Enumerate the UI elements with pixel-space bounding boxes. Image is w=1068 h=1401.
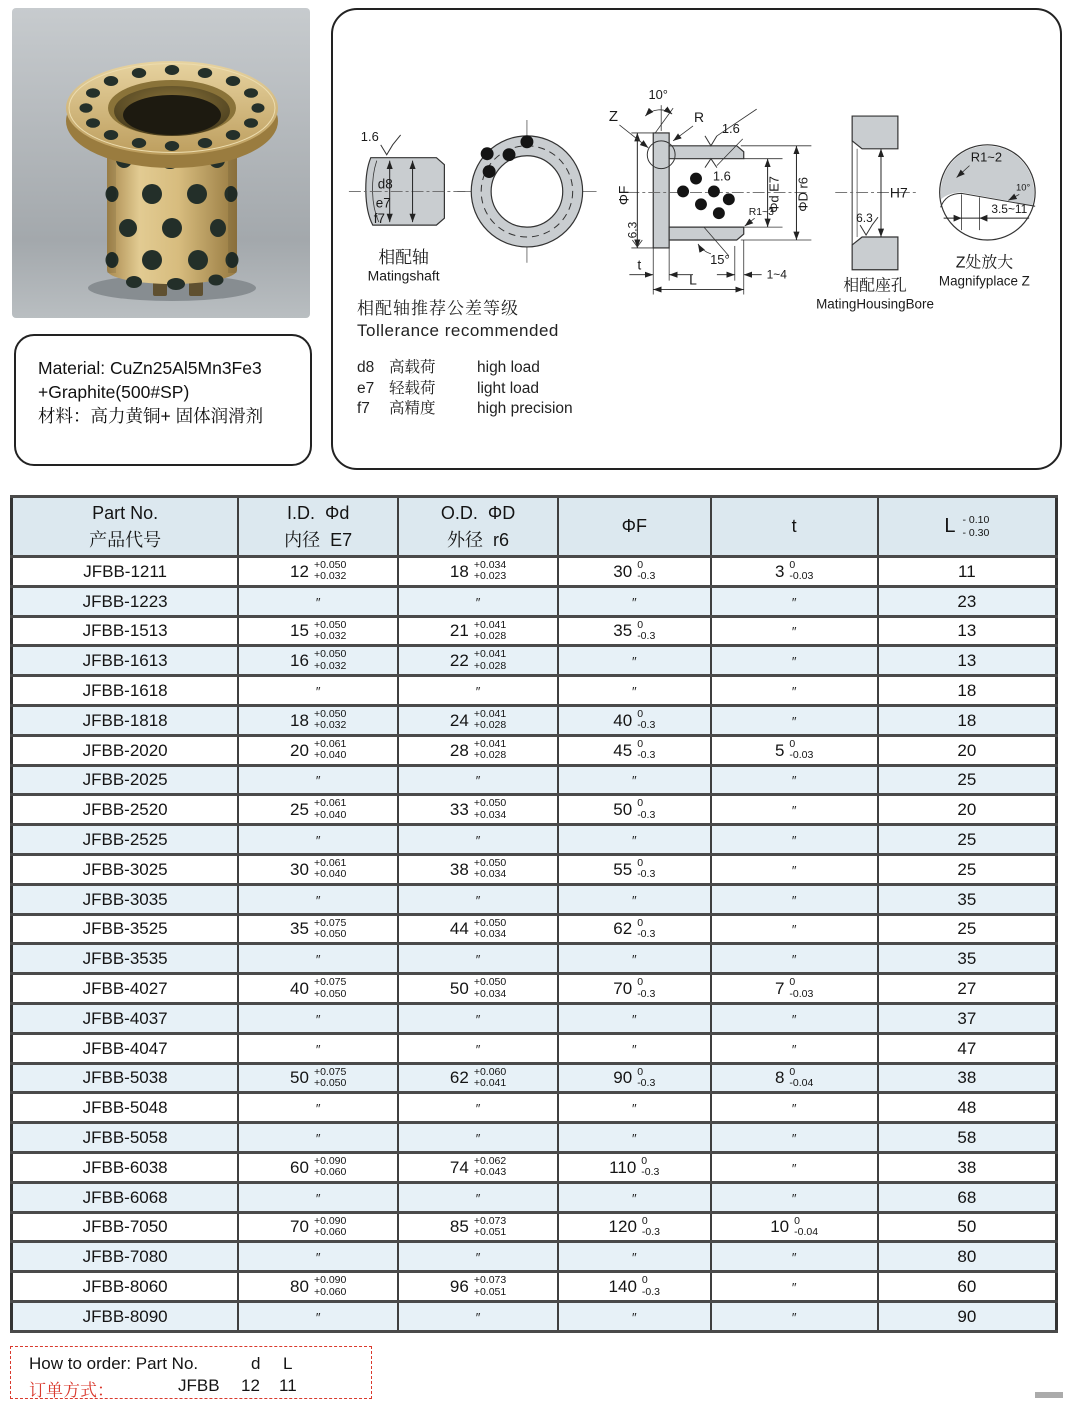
cell-f: 55 0 -0.3 — [558, 854, 711, 884]
cell-l: 18 — [878, 705, 1057, 735]
col-header-t: t — [711, 497, 878, 557]
table-row — [12, 735, 1057, 765]
cell-part-no: JFBB-4027 — [12, 974, 239, 1004]
cell-l: 80 — [878, 1242, 1057, 1272]
grade: f7 — [357, 400, 370, 417]
dim-l: L — [689, 271, 697, 288]
cell-f: 62 0 -0.3 — [558, 914, 711, 944]
cell-part-no: JFBB-2020 — [12, 735, 239, 765]
tolerance-note — [357, 298, 573, 420]
cell-l: 90 — [878, 1301, 1057, 1331]
cell-t: ″ — [711, 825, 878, 855]
cell-t: 10 0 -0.04 — [711, 1212, 878, 1242]
shaft-grade-f7: f7 — [373, 211, 385, 227]
cell-l: 20 — [878, 795, 1057, 825]
table-row — [12, 1272, 1057, 1302]
table-row — [12, 914, 1057, 944]
cell-f: 70 0 -0.3 — [558, 974, 711, 1004]
cell-l: 48 — [878, 1093, 1057, 1123]
bushing-cross-section — [609, 87, 811, 294]
cell-id: ″ — [238, 884, 398, 914]
cell-od: ″ — [398, 944, 558, 974]
table-row — [12, 1242, 1057, 1272]
cell-f: 110 0 -0.3 — [558, 1152, 711, 1182]
order-line2-label-cn: 订单方式： — [29, 1381, 114, 1400]
material-line-3: 材料：高力黄铜+ 固体润滑剂 — [38, 406, 264, 427]
cell-t: ″ — [711, 1033, 878, 1063]
detail-z-label: Z — [608, 109, 619, 126]
table-row — [12, 854, 1057, 884]
housing-caption-en: MatingHousingBore — [816, 296, 934, 312]
col-header-f: ΦF — [558, 497, 711, 557]
table-row — [12, 676, 1057, 706]
cell-part-no: JFBB-1613 — [12, 646, 239, 676]
cell-part-no: JFBB-1618 — [12, 676, 239, 706]
cell-l: 25 — [878, 825, 1057, 855]
table-row — [12, 765, 1057, 795]
cell-f: ″ — [558, 646, 711, 676]
cell-od: 62 +0.060 +0.041 — [398, 1063, 558, 1093]
cell-part-no: JFBB-5048 — [12, 1093, 239, 1123]
table-row — [12, 1003, 1057, 1033]
table-row — [12, 646, 1057, 676]
cell-od: ″ — [398, 1301, 558, 1331]
shaft-grade-e7: e7 — [375, 195, 391, 211]
cell-id: 15 +0.050 +0.032 — [238, 616, 398, 646]
table-row — [12, 1063, 1057, 1093]
finish-1-6-outer: 1.6 — [721, 120, 740, 136]
tolerance-items — [357, 358, 573, 420]
mating-housing-bore-figure — [816, 116, 934, 311]
cell-id: 70 +0.090 +0.060 — [238, 1212, 398, 1242]
cell-od: 18 +0.034 +0.023 — [398, 557, 558, 587]
table-row — [12, 705, 1057, 735]
cell-f: ″ — [558, 944, 711, 974]
cell-l: 27 — [878, 974, 1057, 1004]
cell-t: ″ — [711, 1242, 878, 1272]
cell-id: 30 +0.061 +0.040 — [238, 854, 398, 884]
cell-l: 25 — [878, 765, 1057, 795]
grade-en: high precision — [477, 400, 573, 417]
cell-part-no: JFBB-5058 — [12, 1123, 239, 1153]
cell-l: 68 — [878, 1182, 1057, 1212]
bushing-photo-illustration — [12, 8, 310, 318]
angle-10-magnify: 10° — [1016, 181, 1031, 193]
cell-id: ″ — [238, 1242, 398, 1272]
cell-f: 40 0 -0.3 — [558, 705, 711, 735]
cell-part-no: JFBB-2520 — [12, 795, 239, 825]
table-row — [12, 557, 1057, 587]
spec-table-body — [12, 557, 1057, 1332]
cell-od: 24 +0.041 +0.028 — [398, 705, 558, 735]
cell-id: ″ — [238, 1093, 398, 1123]
cell-f: ″ — [558, 884, 711, 914]
cell-t: ″ — [711, 586, 878, 616]
cell-od: ″ — [398, 1242, 558, 1272]
cell-l: 50 — [878, 1212, 1057, 1242]
cell-t: ″ — [711, 1003, 878, 1033]
cell-f: 90 0 -0.3 — [558, 1063, 711, 1093]
cell-part-no: JFBB-1818 — [12, 705, 239, 735]
table-row — [12, 1093, 1057, 1123]
cell-t: ″ — [711, 676, 878, 706]
dim-phi-f: ΦF — [615, 185, 632, 206]
cell-id: 16 +0.050 +0.032 — [238, 646, 398, 676]
spec-table — [10, 495, 1058, 1333]
order-value-l: 11 — [279, 1376, 297, 1395]
finish-6-3-label: 6.3 — [625, 221, 640, 239]
cell-l: 23 — [878, 586, 1057, 616]
table-row — [12, 825, 1057, 855]
order-box — [10, 1346, 372, 1399]
cell-t: ″ — [711, 705, 878, 735]
cell-f: ″ — [558, 1123, 711, 1153]
bushing-front-view — [457, 120, 596, 263]
cell-f: ″ — [558, 1182, 711, 1212]
technical-drawing-panel — [331, 8, 1062, 470]
cell-l: 13 — [878, 616, 1057, 646]
cell-part-no: JFBB-8060 — [12, 1272, 239, 1302]
cell-od: 38 +0.050 +0.034 — [398, 854, 558, 884]
cell-part-no: JFBB-8090 — [12, 1301, 239, 1331]
table-row — [12, 1033, 1057, 1063]
shaft-caption-cn: 相配轴 — [378, 247, 429, 267]
cell-od: 85 +0.073 +0.051 — [398, 1212, 558, 1242]
dim-r1-3: R1~3 — [748, 207, 774, 219]
cell-od: 33 +0.050 +0.034 — [398, 795, 558, 825]
cell-part-no: JFBB-5038 — [12, 1063, 239, 1093]
cell-t: ″ — [711, 884, 878, 914]
cell-t: ″ — [711, 646, 878, 676]
cell-part-no: JFBB-2025 — [12, 765, 239, 795]
order-line1-label: How to order: Part No. — [29, 1354, 199, 1373]
order-series: JFBB — [178, 1376, 220, 1395]
shaft-grade-d8: d8 — [377, 176, 393, 192]
cell-od: ″ — [398, 825, 558, 855]
cell-t: ″ — [711, 1152, 878, 1182]
cell-l: 47 — [878, 1033, 1057, 1063]
mating-shaft-figure — [349, 129, 466, 284]
radius-r-label: R — [693, 109, 705, 126]
cell-f: ″ — [558, 676, 711, 706]
dim-t: t — [637, 256, 642, 273]
cell-od: 22 +0.041 +0.028 — [398, 646, 558, 676]
cell-od: 74 +0.062 +0.043 — [398, 1152, 558, 1182]
table-row — [12, 1123, 1057, 1153]
finish-1-6-bore: 1.6 — [712, 168, 731, 184]
cell-part-no: JFBB-3535 — [12, 944, 239, 974]
cell-f: ″ — [558, 765, 711, 795]
dim-phi-d-e7: Φd E7 — [766, 176, 782, 213]
cell-l: 18 — [878, 676, 1057, 706]
cell-od: 21 +0.041 +0.028 — [398, 616, 558, 646]
col-header-l: L - 0.10 - 0.30 — [878, 497, 1057, 557]
cell-t: ″ — [711, 795, 878, 825]
cell-l: 58 — [878, 1123, 1057, 1153]
cell-l: 37 — [878, 1003, 1057, 1033]
cell-l: 38 — [878, 1152, 1057, 1182]
grade-cn: 轻载荷 — [389, 379, 436, 397]
shaft-finish-label: 1.6 — [360, 128, 379, 144]
cell-id: ″ — [238, 1123, 398, 1153]
cell-od: ″ — [398, 586, 558, 616]
cell-t: ″ — [711, 616, 878, 646]
cell-od: 44 +0.050 +0.034 — [398, 914, 558, 944]
table-row — [12, 884, 1057, 914]
cell-od: 50 +0.050 +0.034 — [398, 974, 558, 1004]
cell-f: ″ — [558, 825, 711, 855]
cell-part-no: JFBB-3025 — [12, 854, 239, 884]
cell-part-no: JFBB-6038 — [12, 1152, 239, 1182]
cell-f: 50 0 -0.3 — [558, 795, 711, 825]
cell-l: 25 — [878, 914, 1057, 944]
cell-id: ″ — [238, 1003, 398, 1033]
table-row — [12, 616, 1057, 646]
cell-id: 40 +0.075 +0.050 — [238, 974, 398, 1004]
cell-part-no: JFBB-3035 — [12, 884, 239, 914]
cell-od: 28 +0.041 +0.028 — [398, 735, 558, 765]
dim-3-5-11: 3.5~11 — [991, 202, 1028, 217]
cell-id: ″ — [238, 676, 398, 706]
cell-f: ″ — [558, 1242, 711, 1272]
cell-t: 5 0 -0.03 — [711, 735, 878, 765]
cell-id: ″ — [238, 1033, 398, 1063]
material-line-1: Material: CuZn25Al5Mn3Fe3 — [38, 358, 262, 378]
grade-cn: 高精度 — [389, 400, 436, 417]
cell-t: ″ — [711, 1123, 878, 1153]
cell-l: 35 — [878, 884, 1057, 914]
col-header-id: I.D. Φd 内径 E7 — [238, 497, 398, 557]
cell-t: ″ — [711, 914, 878, 944]
cell-f: ″ — [558, 1301, 711, 1331]
table-row — [12, 1182, 1057, 1212]
cell-l: 25 — [878, 854, 1057, 884]
cell-t: ″ — [711, 765, 878, 795]
cell-f: 140 0 -0.3 — [558, 1272, 711, 1302]
cell-id: ″ — [238, 1182, 398, 1212]
cell-t: ″ — [711, 1301, 878, 1331]
cell-t: 8 0 -0.04 — [711, 1063, 878, 1093]
table-row — [12, 944, 1057, 974]
cell-t: 3 0 -0.03 — [711, 557, 878, 587]
cell-t: 7 0 -0.03 — [711, 974, 878, 1004]
table-header-row — [12, 497, 1057, 557]
cell-id: 35 +0.075 +0.050 — [238, 914, 398, 944]
cell-od: ″ — [398, 765, 558, 795]
cell-f: 35 0 -0.3 — [558, 616, 711, 646]
cell-part-no: JFBB-7080 — [12, 1242, 239, 1272]
dim-r1-2: R1~2 — [970, 149, 1003, 165]
cell-part-no: JFBB-1211 — [12, 557, 239, 587]
cell-t: ″ — [711, 944, 878, 974]
cell-id: 50 +0.075 +0.050 — [238, 1063, 398, 1093]
cell-id: ″ — [238, 586, 398, 616]
cell-l: 38 — [878, 1063, 1057, 1093]
cell-l: 60 — [878, 1272, 1057, 1302]
cell-f: 45 0 -0.3 — [558, 735, 711, 765]
table-row — [12, 974, 1057, 1004]
surface-finish-icon — [381, 135, 401, 155]
cell-t: ″ — [711, 1272, 878, 1302]
cell-id: 25 +0.061 +0.040 — [238, 795, 398, 825]
cell-f: ″ — [558, 1093, 711, 1123]
grade-cn: 高载荷 — [389, 359, 436, 376]
shaft-caption-en: Matingshaft — [367, 267, 440, 284]
col-header-part-no: Part No. 产品代号 — [12, 497, 239, 557]
cell-od: ″ — [398, 1093, 558, 1123]
order-l-label: L — [283, 1354, 293, 1373]
grade: d8 — [357, 359, 375, 376]
cell-od: ″ — [398, 676, 558, 706]
material-box — [14, 334, 312, 466]
cell-part-no: JFBB-3525 — [12, 914, 239, 944]
grade-en: light load — [477, 379, 540, 397]
product-photo — [12, 8, 310, 318]
cell-id: ″ — [238, 944, 398, 974]
cell-id: ″ — [238, 765, 398, 795]
cell-od: 96 +0.073 +0.051 — [398, 1272, 558, 1302]
cell-part-no: JFBB-4037 — [12, 1003, 239, 1033]
cell-id: 60 +0.090 +0.060 — [238, 1152, 398, 1182]
table-row — [12, 1152, 1057, 1182]
table-row — [12, 795, 1057, 825]
cell-l: 20 — [878, 735, 1057, 765]
table-row — [12, 586, 1057, 616]
cell-f: ″ — [558, 1033, 711, 1063]
finish-6-3-housing: 6.3 — [856, 211, 873, 226]
cell-id: ″ — [238, 1301, 398, 1331]
cell-part-no: JFBB-1513 — [12, 616, 239, 646]
cell-id: ″ — [238, 825, 398, 855]
dim-h7: H7 — [889, 184, 908, 201]
material-line-2: +Graphite(500#SP) — [38, 382, 190, 403]
cell-id: 20 +0.061 +0.040 — [238, 735, 398, 765]
grade: e7 — [357, 379, 375, 397]
magnify-caption-en: Magnifyplace Z — [938, 273, 1030, 289]
order-value-d: 12 — [241, 1376, 260, 1395]
cell-t: ″ — [711, 854, 878, 884]
table-row — [12, 1212, 1057, 1242]
cell-t: ″ — [711, 1093, 878, 1123]
cell-l: 11 — [878, 557, 1057, 587]
cell-id: 80 +0.090 +0.060 — [238, 1272, 398, 1302]
cell-id: 18 +0.050 +0.032 — [238, 705, 398, 735]
cell-part-no: JFBB-1223 — [12, 586, 239, 616]
cell-l: 13 — [878, 646, 1057, 676]
cell-f: 120 0 -0.3 — [558, 1212, 711, 1242]
cell-f: 30 0 -0.3 — [558, 557, 711, 587]
page-corner-mark — [1035, 1392, 1063, 1398]
cell-od: ″ — [398, 1003, 558, 1033]
cell-l: 35 — [878, 944, 1057, 974]
cell-part-no: JFBB-7050 — [12, 1212, 239, 1242]
cell-t: ″ — [711, 1182, 878, 1212]
cell-od: ″ — [398, 1123, 558, 1153]
tolerance-title-cn: 相配轴推荐公差等级 — [357, 299, 519, 318]
dim-chamfer-1-4: 1~4 — [766, 267, 787, 282]
cell-od: ″ — [398, 1182, 558, 1212]
cell-part-no: JFBB-2525 — [12, 825, 239, 855]
tolerance-title-en: Tollerance recommended — [357, 321, 559, 340]
cell-f: ″ — [558, 1003, 711, 1033]
cell-part-no: JFBB-4047 — [12, 1033, 239, 1063]
table-row — [12, 1301, 1057, 1331]
order-d-label: d — [251, 1354, 261, 1373]
cell-f: ″ — [558, 586, 711, 616]
grade-en: high load — [477, 359, 540, 376]
tolerance-item — [357, 358, 573, 379]
cell-id: 12 +0.050 +0.032 — [238, 557, 398, 587]
tolerance-item — [357, 379, 573, 400]
cell-od: ″ — [398, 884, 558, 914]
magnify-z-figure — [934, 139, 1043, 289]
col-header-od: O.D. ΦD 外径 r6 — [398, 497, 558, 557]
cell-od: ″ — [398, 1033, 558, 1063]
housing-caption-cn: 相配座孔 — [843, 277, 907, 295]
dim-phi-d-r6: ΦD r6 — [795, 177, 811, 212]
magnify-caption-cn: Z处放大 — [955, 254, 1014, 272]
tolerance-item — [357, 399, 573, 420]
angle-15: 15° — [710, 251, 730, 267]
cell-part-no: JFBB-6068 — [12, 1182, 239, 1212]
angle-10: 10° — [648, 87, 668, 103]
